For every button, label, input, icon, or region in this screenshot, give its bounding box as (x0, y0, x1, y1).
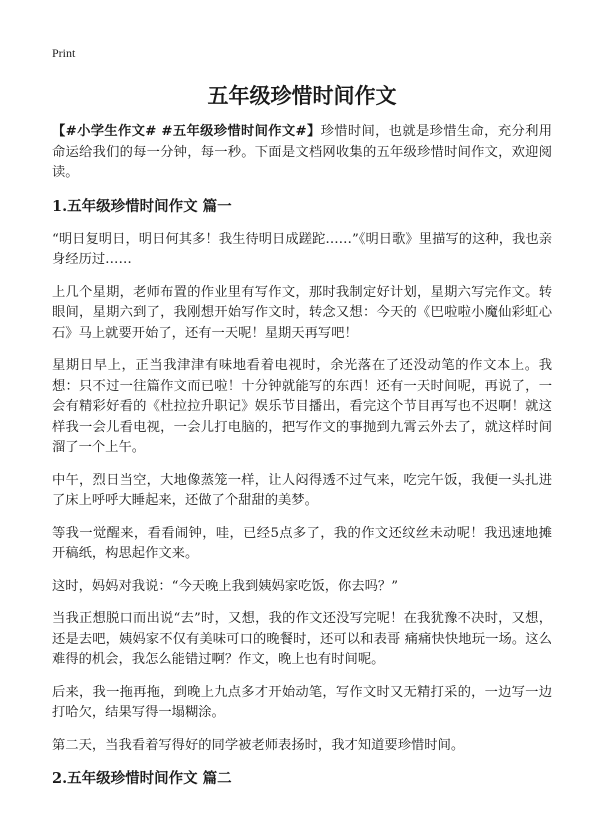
article-body (52, 122, 552, 802)
print-link[interactable]: Print (52, 46, 76, 60)
page-title: 五年级珍惜时间作文 (207, 83, 397, 108)
paragraph: 星期日早上，正当我津津有味地看着电视时，余光落在了还没动笔的作文本上。我想：只不过一往篇作文而已啦！十分钟就能写的东西！还有一天时间呢，再说了，一会有精彩好看的《杜拉拉升职记》娱乐节目播出，看完这个节目再写也不迟啊！就这样我一会儿看电视，一会儿打电脑的，把写作文的事抛到九霄云外去了，就这样时间溜了一个上午。 (52, 358, 552, 455)
paragraph: 这时，妈妈对我说：“今天晚上我到姨妈家吃饭，你去吗？” (52, 578, 399, 594)
intro-text: 珍惜时间，也就是珍惜生命，充分利用命运给我们的每一分钟，每一秒。下面是文档网收集的五年级珍惜时间作文，欢迎阅读。 (52, 124, 553, 180)
section-heading-2: 2.五年级珍惜时间作文 篇二 (52, 770, 232, 787)
intro-tag: 【#小学生作文# #五年级珍惜时间作文#】 (52, 124, 321, 139)
paragraph: 后来，我一拖再拖，到晚上九点多才开始动笔，写作文时又无精打采的，一边写一边打哈欠，结果写得一塌糊涂。 (52, 684, 552, 720)
section-heading-1: 1.五年级珍惜时间作文 篇一 (52, 197, 232, 215)
paragraph: 当我正想脱口而出说“去”时，又想，我的作文还没写完呢！在我犹豫不决时，又想，还是去吧，姨妈家不仅有美味可口的晚餐时，还可以和表哥 痛痛快快地玩一场。这么难得的机会，我怎么能错过啊？作文，晚上也有时间呢。 (52, 611, 552, 667)
paragraph: 等我一觉醒来，看看闹钟，哇，已经5点多了，我的作文还纹丝未动呢！我迅速地摊开稿纸，构思起作文来。 (52, 525, 552, 561)
paragraph: 上几个星期，老师布置的作业里有写作文，那时我制定好计划，星期六写完作文。转眼间，星期六到了，我刚想开始写作文时，转念又想：今天的《巴啦啦小魔仙彩虹心石》马上就要开始了，还有一天呢！星期天再写吧！ (52, 284, 552, 341)
intro-paragraph (52, 122, 552, 184)
paragraph: “明日复明日，明日何其多！我生待明日成蹉跎……”《明日歌》里描写的这种，我也亲身经历过…… (52, 231, 552, 267)
paragraph: 第二天，当我看着写得好的同学被老师表扬时，我才知道要珍惜时间。 (52, 737, 465, 753)
paragraph: 中午，烈日当空，大地像蒸笼一样，让人闷得透不过气来，吃完午饭，我便一头扎进了床上呼呼大睡起来，还做了个甜甜的美梦。 (52, 472, 552, 508)
